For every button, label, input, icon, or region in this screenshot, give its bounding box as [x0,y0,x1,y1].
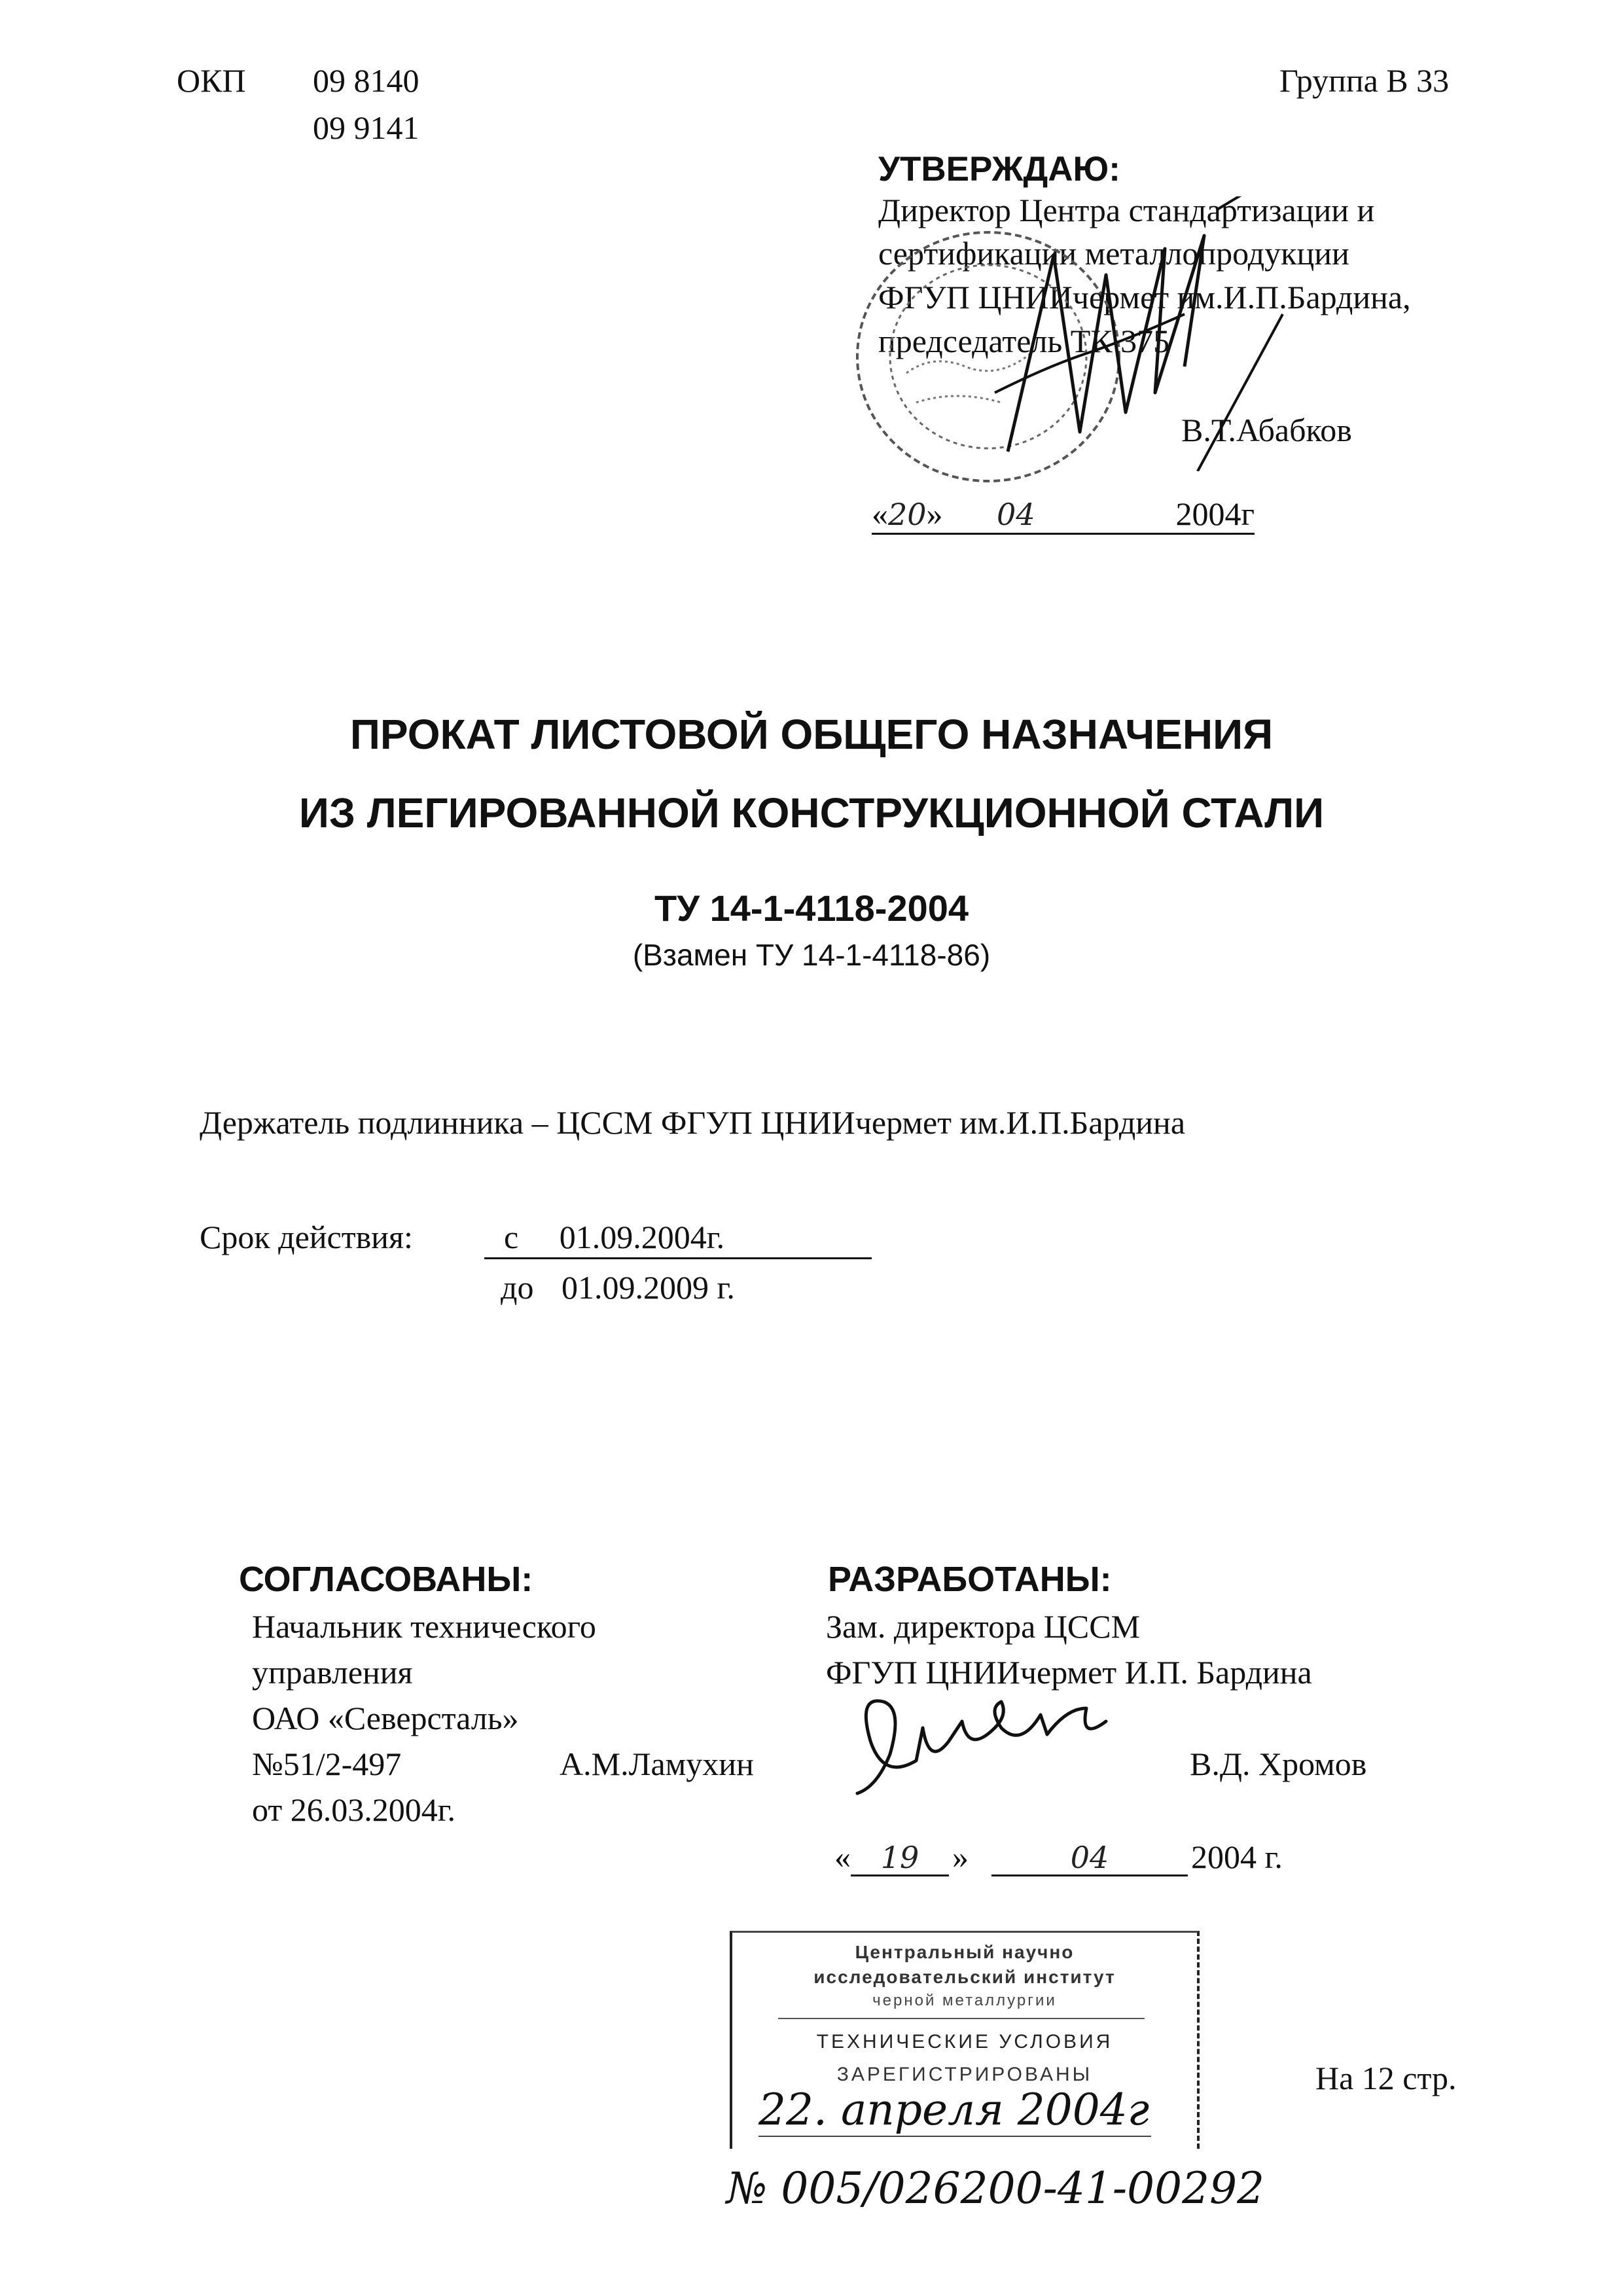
developed-line-1: Зам. директора ЦССМ [826,1608,1141,1645]
registration-number: № 005/026200-41-00292 [726,2163,1265,2214]
approval-date-day: 20 [888,497,927,532]
agreed-line-1: Начальник технического [252,1608,596,1645]
validity-label: Срок действия: [200,1219,413,1255]
approval-date [872,497,1255,535]
developed-date-year: 2004 г. [1191,1839,1283,1875]
stamp-line-5: ЗАРЕГИСТРИРОВАНЫ [836,2064,1093,2085]
approval-date-open: « [872,495,888,532]
approval-signer: В.Т.Абабков [1181,412,1352,448]
approval-date-year: 2004г [1175,495,1255,532]
document-title-line-2: ИЗ ЛЕГИРОВАННОЙ КОНСТРУКЦИОННОЙ СТАЛИ [298,789,1325,836]
stamp-line-3: черной металлургии [872,1992,1057,2009]
developed-date-day-field [851,1840,949,1876]
developed-date-day: 19 [880,1840,919,1875]
validity-to [484,1271,735,1304]
stamp-line-2: исследовательский институт [813,1967,1116,1987]
stamp-handwritten-date: 22. апреля 2004г [758,2085,1150,2135]
developed-date-open: « [834,1839,851,1875]
validity-to-date: 01.09.2009 г. [561,1269,735,1306]
developed-date-month: 04 [1070,1840,1109,1875]
document-code: ТУ 14-1-4118-2004 [654,888,969,929]
developer-signature [844,1689,1185,1813]
approval-date-close: » [926,495,943,532]
page-count: На 12 стр. [1315,2060,1457,2096]
validity-from-prefix: с [504,1219,519,1255]
agreed-number: №51/2-497 [252,1746,402,1782]
agreed-line-3: ОАО «Северсталь» [252,1700,519,1736]
approval-heading: УТВЕРЖДАЮ: [878,150,1120,188]
validity-from-date: 01.09.2004г. [559,1219,725,1255]
document-replaces: (Взамен ТУ 14-1-4118-86) [632,938,991,972]
validity-to-prefix: до [501,1269,534,1306]
approval-date-month: 04 [997,497,1035,532]
validity-from [484,1221,872,1259]
group-label: Группа В 33 [1279,62,1450,99]
agreed-date: от 26.03.2004г. [252,1791,456,1828]
developed-heading: РАЗРАБОТАНЫ: [828,1560,1112,1599]
approval-line-1: Директор Центра стандартизации и [878,192,1375,228]
developed-date [834,1840,1312,1880]
developed-name: В.Д. Хромов [1190,1746,1367,1782]
agreed-heading: СОГЛАСОВАНЫ: [239,1560,533,1599]
approval-line-2: сертификации металлопродукции [878,235,1349,272]
document-title-line-1: ПРОКАТ ЛИСТОВОЙ ОБЩЕГО НАЗНАЧЕНИЯ [349,711,1274,758]
approval-line-4: председатель ТК 375 [878,323,1170,359]
agreed-name: А.М.Ламухин [560,1746,754,1782]
stamp-line-4: ТЕХНИЧЕСКИЕ УСЛОВИЯ [816,2031,1113,2053]
registration-stamp [730,1931,1200,2149]
stamp-date-underline [758,2136,1151,2137]
developed-date-close: » [952,1839,969,1875]
developed-date-month-field [991,1840,1188,1876]
stamp-divider [778,2018,1145,2019]
stamp-line-1: Центральный научно [855,1942,1075,1962]
okp-code-2: 09 9141 [313,109,419,146]
okp-code-1: 09 8140 [313,62,419,99]
okp-label: ОКП [177,62,246,99]
agreed-line-2: управления [252,1654,413,1691]
original-holder: Держатель подлинника – ЦССМ ФГУП ЦНИИчермет им.И.П.Бардина [200,1104,1186,1141]
approval-line-3: ФГУП ЦНИИчермет им.И.П.Бардина, [878,279,1411,315]
developed-line-2: ФГУП ЦНИИчермет И.П. Бардина [826,1654,1312,1691]
